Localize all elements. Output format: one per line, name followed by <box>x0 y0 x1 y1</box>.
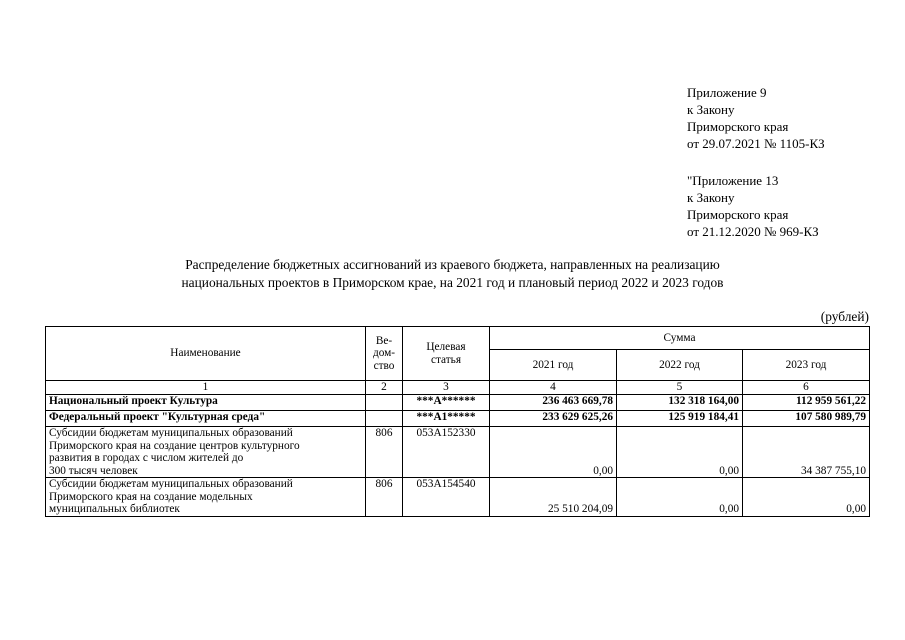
title-line: Распределение бюджетных ассигнований из краевого бюджета, направленных на реализацию <box>185 257 720 272</box>
table-row <box>46 395 870 411</box>
row-sum-2022: 125 919 184,41 <box>617 411 743 427</box>
header-sum: Сумма <box>490 327 870 350</box>
appendix-line: Приморского края <box>687 207 789 222</box>
column-number: 6 <box>743 381 870 395</box>
units-label: (рублей) <box>820 309 869 324</box>
appendix-line: Приморского края <box>687 119 789 134</box>
table-row <box>46 427 870 478</box>
budget-table <box>45 326 870 517</box>
header-target: Целевая статья <box>403 327 490 381</box>
row-name: Национальный проект Культура <box>46 395 366 411</box>
row-sum-2022: 0,00 <box>617 478 743 517</box>
appendix-reference-current <box>687 84 825 152</box>
column-number: 3 <box>403 381 490 395</box>
column-number: 2 <box>366 381 403 395</box>
row-sum-2021: 0,00 <box>490 427 617 478</box>
table-header-row <box>46 327 870 350</box>
row-dept <box>366 411 403 427</box>
row-sum-2023: 0,00 <box>743 478 870 517</box>
header-year-2021: 2021 год <box>490 350 617 381</box>
appendix-line: к Закону <box>687 190 735 205</box>
table-row <box>46 411 870 427</box>
row-sum-2023: 34 387 755,10 <box>743 427 870 478</box>
row-target-code: ***А****** <box>403 395 490 411</box>
appendix-line: от 21.12.2020 № 969-КЗ <box>687 224 819 239</box>
appendix-line: Приложение 9 <box>687 85 767 100</box>
document-title <box>0 256 905 292</box>
row-name: Субсидии бюджетам муниципальных образований Приморского края на создание модельных муниципальных библиотек <box>46 478 366 517</box>
header-dept: Ве- дом- ство <box>366 327 403 381</box>
title-line: национальных проектов в Приморском крае, на 2021 год и плановый период 2022 и 2023 годов <box>181 275 724 290</box>
table-row <box>46 478 870 517</box>
row-sum-2021: 25 510 204,09 <box>490 478 617 517</box>
row-sum-2021: 236 463 669,78 <box>490 395 617 411</box>
row-sum-2023: 107 580 989,79 <box>743 411 870 427</box>
row-target-code: 053А152330 <box>403 427 490 478</box>
appendix-line: от 29.07.2021 № 1105-КЗ <box>687 136 825 151</box>
row-name: Федеральный проект "Культурная среда" <box>46 411 366 427</box>
column-number: 5 <box>617 381 743 395</box>
appendix-reference-original <box>687 172 819 240</box>
column-number-row <box>46 381 870 395</box>
header-year-2023: 2023 год <box>743 350 870 381</box>
row-target-code: ***А1***** <box>403 411 490 427</box>
row-sum-2023: 112 959 561,22 <box>743 395 870 411</box>
column-number: 4 <box>490 381 617 395</box>
row-sum-2022: 132 318 164,00 <box>617 395 743 411</box>
column-number: 1 <box>46 381 366 395</box>
row-dept: 806 <box>366 478 403 517</box>
row-target-code: 053А154540 <box>403 478 490 517</box>
row-sum-2022: 0,00 <box>617 427 743 478</box>
row-sum-2021: 233 629 625,26 <box>490 411 617 427</box>
row-name: Субсидии бюджетам муниципальных образований Приморского края на создание центров культурного развития в городах с числом жителей до 300 тысяч человек <box>46 427 366 478</box>
appendix-line: "Приложение 13 <box>687 173 779 188</box>
header-year-2022: 2022 год <box>617 350 743 381</box>
header-name: Наименование <box>46 327 366 381</box>
row-dept <box>366 395 403 411</box>
appendix-line: к Закону <box>687 102 735 117</box>
row-dept: 806 <box>366 427 403 478</box>
